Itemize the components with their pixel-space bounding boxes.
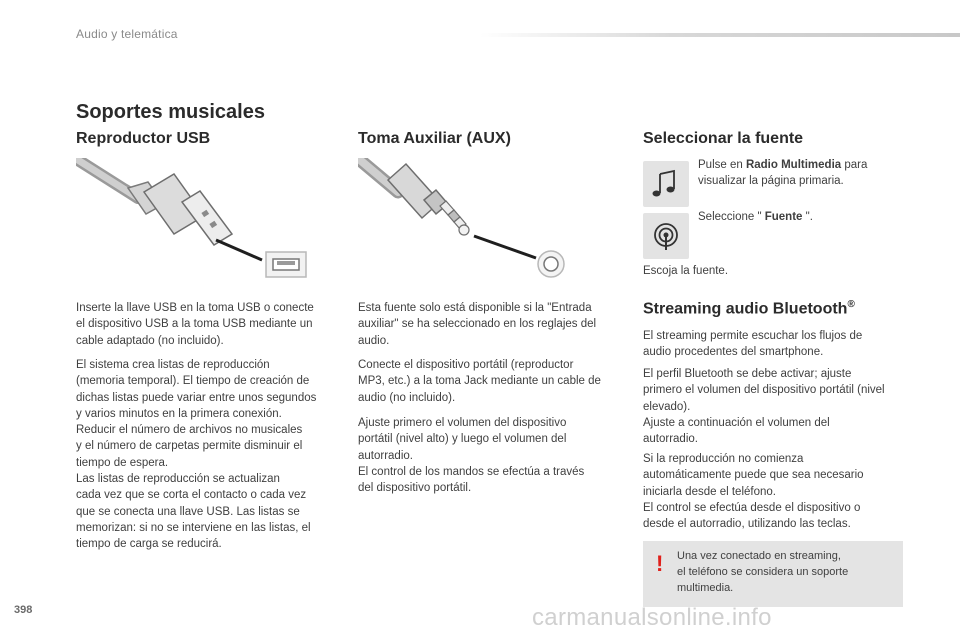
jack-plug-illustration [358,158,580,280]
usb-paragraph-1: Inserte la llave USB en la toma USB o conecte el dispositivo USB a la toma USB mediante un cable adaptado (no incluido). [76,302,314,347]
usb-paragraph-2: El sistema crea listas de reproducción (memoria temporal). El tiempo de creación de dichas listas puede variar entre unos segundos y varios minutos en la primera conexión. Reducir el número de archivos no musicales y el número de carpetas permite disminuir el tiempo de espera. Las listas de reproducción se actualizan cada vez que se corta el contacto o cada vez que se conecta una llave USB. Las listas se memorizan: si no se interviene en las listas, el tiempo de carga se reducirá. [76,359,317,551]
aux-title: Toma Auxiliar (AUX) [358,130,511,147]
source-step-1: Pulse en Radio Multimedia para visualizar la página primaria. [698,159,868,188]
source-step-3: Escoja la fuente. [643,265,729,277]
bluetooth-paragraph-1: El streaming permite escuchar los flujos de audio procedentes del smartphone. [643,330,863,359]
aux-paragraph-1: Esta fuente solo está disponible si la "Entrada auxiliar" se ha seleccionado en los reglajes del audio. [358,302,597,347]
aux-paragraph-3: Ajuste primero el volumen del dispositivo portátil (nivel alto) y luego el volumen del autorradio. El control de los mandos se efectúa a través del dispositivo portátil. [358,417,585,495]
source-signal-icon [643,213,689,259]
radio-multimedia-label: Radio Multimedia [745,159,842,171]
bluetooth-title: Streaming audio Bluetooth® [643,299,855,318]
aux-paragraph-2: Conecte el dispositivo portátil (reproductor MP3, etc.) a la toma Jack mediante un cable de audio (no incluido). [358,359,601,404]
watermark: carmanualsonline.info [532,604,772,631]
header-bar [480,33,960,37]
notice-text: Una vez conectado en streaming, el teléfono se considera un soporte multimedia. [677,550,849,594]
usb-title: Reproductor USB [76,130,211,147]
bluetooth-paragraph-3: Si la reproducción no comienza automáticamente puede que sea necesario iniciarla desde el teléfono. El control se efectúa desde el dispositivo o desde el autorradio, utilizando las teclas. [643,453,864,531]
usb-plug-illustration [76,158,316,280]
warning-icon: ! [656,551,664,576]
bluetooth-paragraph-2: El perfil Bluetooth se debe activar; ajuste primero el volumen del dispositivo portátil (nivel elevado). Ajuste a continuación el volumen del autorradio. [643,368,885,446]
music-note-icon [643,161,689,207]
source-title: Seleccionar la fuente [643,130,804,147]
page-title: Soportes musicales [76,101,265,123]
page-number: 398 [14,604,33,616]
section-title: Audio y telemática [76,27,178,41]
source-step-2: Seleccione " Fuente ". [698,211,813,223]
fuente-label: Fuente [764,211,803,223]
notice-box [643,541,903,607]
